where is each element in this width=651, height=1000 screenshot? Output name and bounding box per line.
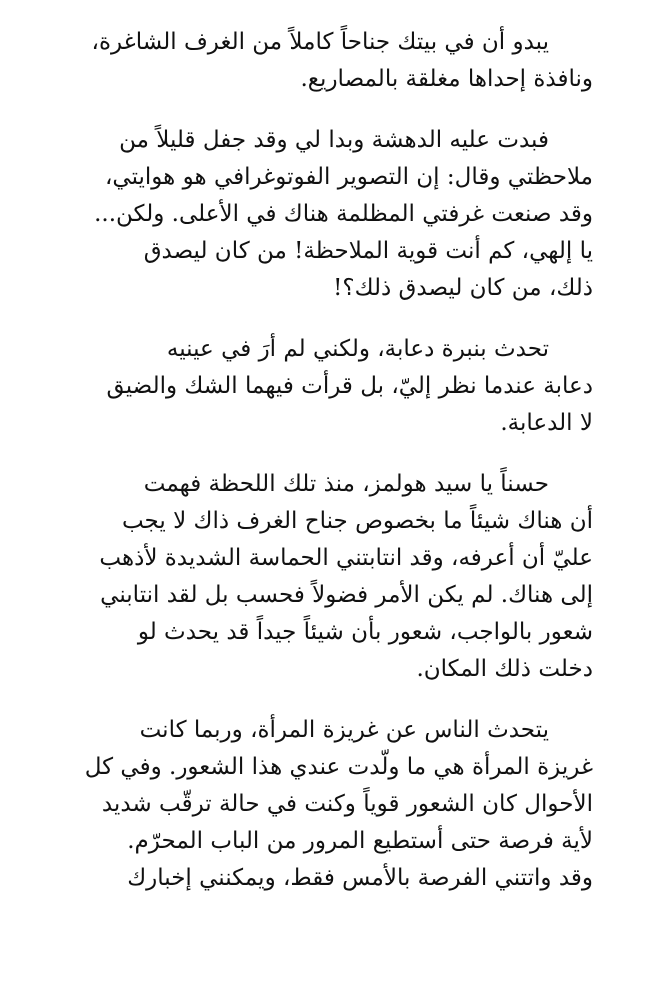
text-line: إلى هناك. لم يكن الأمر فضولاً فحسب بل لقد انتابني bbox=[100, 582, 593, 608]
text-line: يا إلهي، كم أنت قوية الملاحظة! من كان ليصدق bbox=[143, 238, 593, 264]
text-line: حسناً يا سيد هولمز، منذ تلك اللحظة فهمت bbox=[143, 471, 549, 497]
text-line: وقد واتتني الفرصة بالأمس فقط، ويمكنني إخبارك bbox=[127, 865, 593, 891]
text-line: يبدو أن في بيتك جناحاً كاملاً من الغرف الشاغرة، bbox=[91, 29, 549, 55]
text-line: وقد صنعت غرفتي المظلمة هناك في الأعلى. ولكن... bbox=[94, 201, 593, 227]
text-line: دخلت ذلك المكان. bbox=[416, 656, 593, 682]
text-line: أن هناك شيئاً ما بخصوص جناح الغرف ذاك لا يجب bbox=[121, 508, 593, 534]
text-line: لا الدعابة. bbox=[500, 410, 593, 436]
text-line: فبدت عليه الدهشة وبدا لي وقد جفل قليلاً من bbox=[119, 127, 549, 153]
paragraph-4 bbox=[58, 466, 593, 688]
text-line: عليّ أن أعرفه، وقد انتابتني الحماسة الشديدة لأذهب bbox=[99, 545, 593, 571]
text-line: الأحوال كان الشعور قوياً وكنت في حالة ترقّب شديد bbox=[101, 791, 593, 817]
paragraph-1 bbox=[58, 24, 593, 98]
text-line: لأية فرصة حتى أستطيع المرور من الباب المحرّم. bbox=[127, 828, 593, 854]
text-line: ونافذة إحداها مغلقة بالمصاريع. bbox=[300, 66, 593, 92]
paragraph-3 bbox=[58, 331, 593, 442]
paragraph-5 bbox=[58, 712, 593, 897]
text-line: شعور بالواجب، شعور بأن شيئاً جيداً قد يحدث لو bbox=[137, 619, 593, 645]
text-line: ذلك، من كان ليصدق ذلك؟! bbox=[333, 275, 593, 301]
paragraph-2 bbox=[58, 122, 593, 307]
text-line: دعابة عندما نظر إليّ، بل قرأت فيهما الشك والضيق bbox=[106, 373, 593, 399]
text-line: يتحدث الناس عن غريزة المرأة، وربما كانت bbox=[139, 717, 549, 743]
book-page bbox=[58, 24, 593, 1000]
text-line: ملاحظتي وقال: إن التصوير الفوتوغرافي هو هوايتي، bbox=[104, 164, 593, 190]
text-line: غريزة المرأة هي ما ولّدت عندي هذا الشعور. وفي كل bbox=[84, 754, 593, 780]
text-line: تحدث بنبرة دعابة، ولكني لم أرَ في عينيه bbox=[166, 336, 549, 362]
